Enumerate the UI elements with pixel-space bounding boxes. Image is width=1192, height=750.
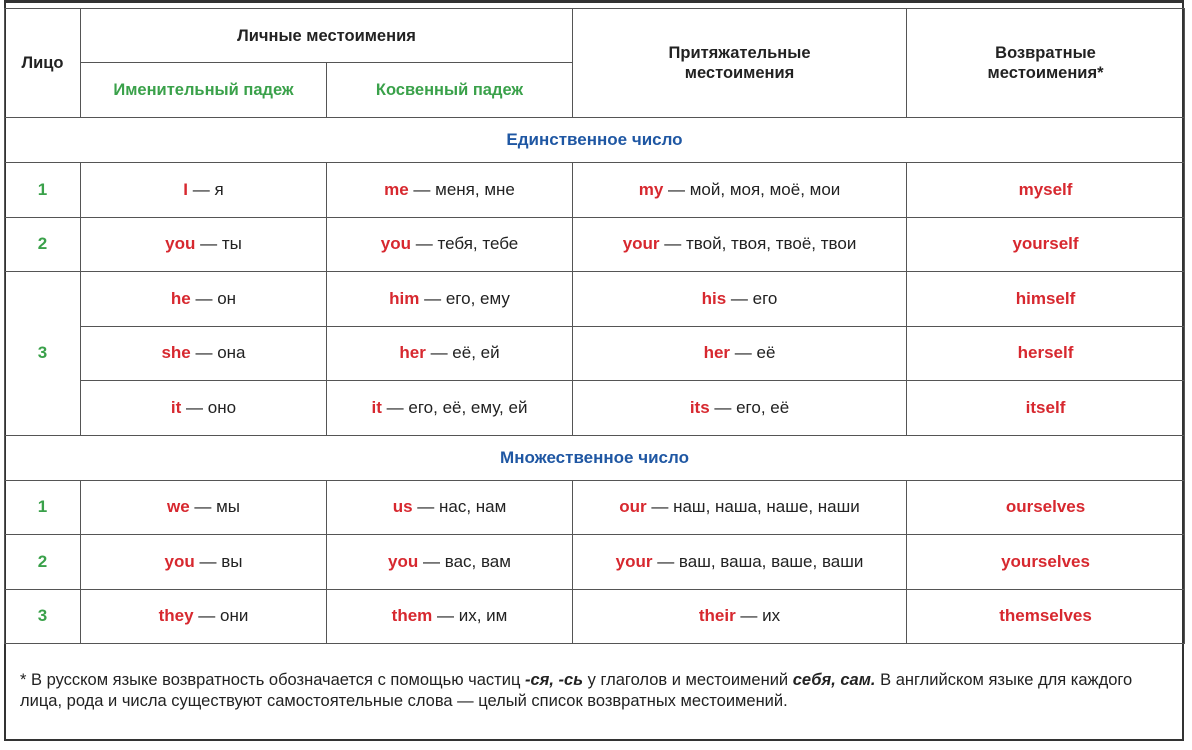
face-header: Лицо [5, 9, 81, 118]
possessive-cell [573, 480, 907, 535]
reflexive-header-star: * [1097, 64, 1104, 82]
footnote-text-3: В английском языке для каждого лица, рода и числа существуют самостоятельные слова — целый список возвратных местоимений. [20, 671, 1133, 710]
oblique-cell [327, 535, 573, 590]
reflexive-cell: yourself [907, 217, 1185, 272]
nominative-cell-english: it [170, 397, 182, 417]
table-row [5, 535, 1185, 590]
oblique-cell [327, 163, 573, 218]
possessive-cell-russian: — мой, моя, моё, мои [663, 179, 841, 199]
reflexive-header-text: Возвратные местоимения [987, 44, 1098, 82]
person-number: 3 [5, 272, 81, 436]
table-row [5, 163, 1185, 218]
possessive-cell [573, 535, 907, 590]
oblique-cell-russian: — тебя, тебе [411, 234, 519, 254]
oblique-cell-english: it [371, 397, 382, 417]
table-row [5, 381, 1185, 436]
possessive-header-text: Притяжательные местоимения [668, 44, 811, 82]
oblique-cell [327, 589, 573, 644]
possessive-cell-russian: — наш, наша, наше, наши [646, 497, 860, 517]
nominative-cell-english: I [183, 179, 189, 199]
footnote-star: * [20, 671, 27, 689]
table-body [5, 118, 1185, 644]
oblique-cell-russian: — его, её, ему, ей [381, 397, 528, 417]
oblique-cell [327, 217, 573, 272]
possessive-cell-english: our [619, 497, 647, 517]
oblique-cell [327, 381, 573, 436]
oblique-cell-russian: — нас, нам [412, 497, 507, 517]
table-row [5, 217, 1185, 272]
nominative-cell [81, 480, 327, 535]
reflexive-header [907, 9, 1185, 118]
nominative-header: Именительный падеж [81, 63, 327, 118]
nominative-cell-russian: — ты [195, 234, 242, 254]
possessive-cell-russian: — его, её [709, 397, 790, 417]
nominative-cell [81, 535, 327, 590]
nominative-cell [81, 381, 327, 436]
possessive-cell-english: your [615, 551, 653, 571]
nominative-cell [81, 589, 327, 644]
person-number: 1 [5, 163, 81, 218]
oblique-cell-english: him [389, 288, 420, 308]
possessive-cell-english: their [698, 606, 736, 626]
nominative-cell-russian: — они [193, 606, 249, 626]
possessive-header [573, 9, 907, 118]
nominative-cell [81, 272, 327, 327]
reflexive-cell: ourselves [907, 480, 1185, 535]
oblique-cell-english: you [388, 551, 419, 571]
oblique-cell-english: her [399, 343, 426, 363]
person-number: 2 [5, 217, 81, 272]
section-title: Множественное число [5, 435, 1185, 480]
personal-pronouns-header: Личные местоимения [81, 9, 573, 63]
nominative-cell-english: they [158, 606, 194, 626]
possessive-cell-russian: — твой, твоя, твоё, твои [659, 234, 857, 254]
possessive-cell-russian: — их [735, 606, 781, 626]
nominative-cell-english: we [166, 497, 190, 517]
footnote-emphasis-2: себя, сам. [792, 671, 876, 689]
table-row [5, 272, 1185, 327]
possessive-cell-russian: — ваш, ваша, ваше, ваши [652, 551, 864, 571]
reflexive-cell: myself [907, 163, 1185, 218]
reflexive-cell: themselves [907, 589, 1185, 644]
nominative-cell-russian: — я [188, 179, 224, 199]
oblique-cell-russian: — их, им [432, 606, 508, 626]
reflexive-cell: herself [907, 326, 1185, 381]
oblique-cell-english: them [391, 606, 433, 626]
possessive-cell [573, 589, 907, 644]
oblique-cell-english: me [384, 179, 409, 199]
possessive-cell-english: its [689, 397, 710, 417]
reflexive-cell: himself [907, 272, 1185, 327]
nominative-cell-russian: — мы [189, 497, 241, 517]
nominative-cell [81, 217, 327, 272]
pronoun-table [4, 8, 1185, 644]
oblique-cell-russian: — его, ему [419, 288, 510, 308]
nominative-cell [81, 163, 327, 218]
possessive-cell-russian: — её [730, 343, 776, 363]
person-number: 2 [5, 535, 81, 590]
possessive-cell-english: his [701, 288, 727, 308]
section-title: Единственное число [5, 118, 1185, 163]
person-number: 1 [5, 480, 81, 535]
oblique-cell [327, 326, 573, 381]
nominative-cell-english: she [161, 343, 191, 363]
possessive-cell-english: my [638, 179, 664, 199]
nominative-cell [81, 326, 327, 381]
oblique-cell-russian: — меня, мне [408, 179, 515, 199]
oblique-cell [327, 480, 573, 535]
oblique-cell [327, 272, 573, 327]
nominative-cell-russian: — вы [194, 551, 243, 571]
possessive-cell-english: your [622, 234, 660, 254]
nominative-cell-english: you [164, 551, 195, 571]
person-number: 3 [5, 589, 81, 644]
nominative-cell-russian: — она [190, 343, 246, 363]
possessive-cell [573, 381, 907, 436]
oblique-header: Косвенный падеж [327, 63, 573, 118]
table-row [5, 589, 1185, 644]
footnote [20, 670, 1170, 712]
possessive-cell [573, 272, 907, 327]
oblique-cell-english: us [392, 497, 413, 517]
oblique-cell-english: you [380, 234, 412, 254]
reflexive-cell: itself [907, 381, 1185, 436]
possessive-cell [573, 163, 907, 218]
oblique-cell-russian: — её, ей [425, 343, 500, 363]
oblique-cell-russian: — вас, вам [418, 551, 511, 571]
footnote-text-2: у глаголов и местоимений [583, 671, 793, 689]
table-row [5, 480, 1185, 535]
section-row [5, 118, 1185, 163]
section-row [5, 435, 1185, 480]
nominative-cell-english: you [165, 234, 196, 254]
nominative-cell-english: he [170, 288, 191, 308]
nominative-cell-russian: — оно [181, 397, 237, 417]
possessive-cell [573, 217, 907, 272]
possessive-cell-english: her [703, 343, 731, 363]
nominative-cell-russian: — он [190, 288, 237, 308]
footnote-emphasis-1: -ся, -сь [525, 671, 584, 689]
table-row [5, 326, 1185, 381]
possessive-cell-russian: — его [726, 288, 778, 308]
footnote-text-1: В русском языке возвратность обозначается с помощью частиц [26, 671, 525, 689]
reflexive-cell: yourselves [907, 535, 1185, 590]
possessive-cell [573, 326, 907, 381]
